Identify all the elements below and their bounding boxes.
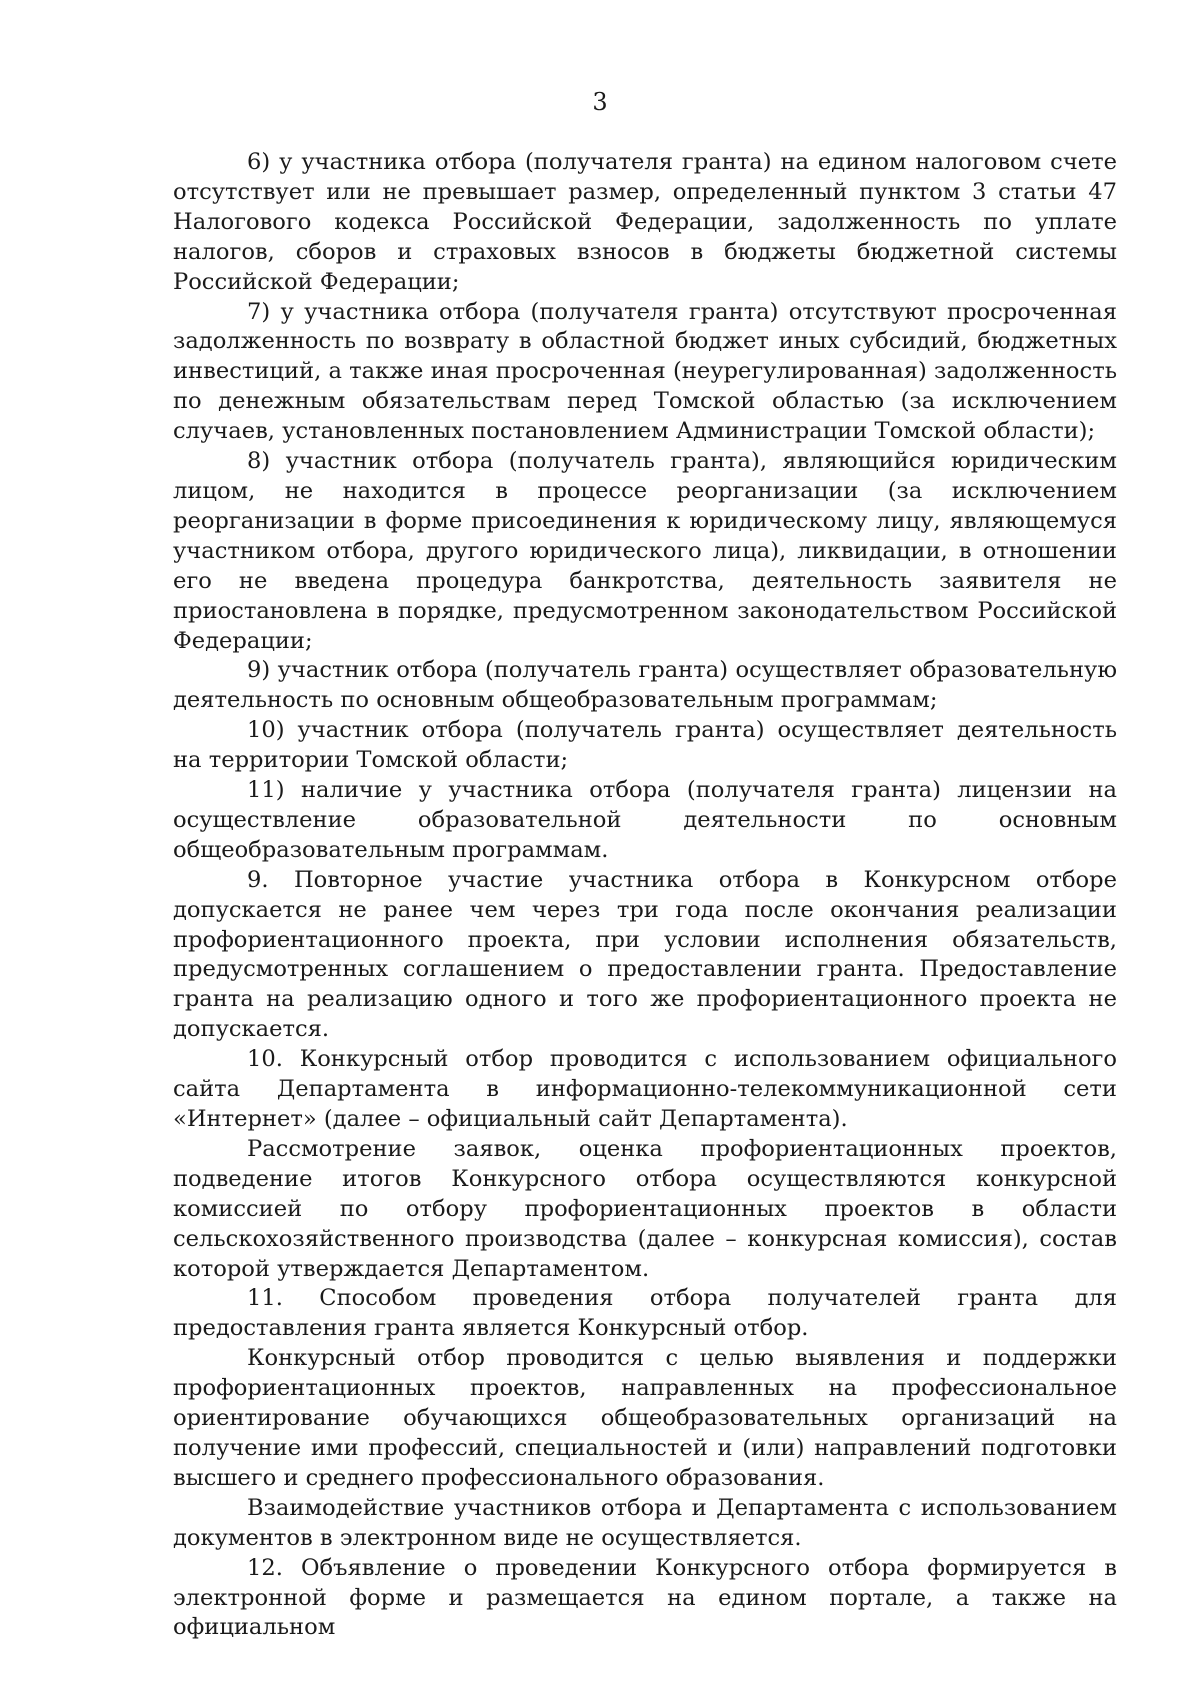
page-number: 3 (592, 88, 608, 116)
paragraph-selection-purpose: Конкурсный отбор проводится с целью выявления и поддержки профориентационных проектов, направленных на профессиональное ориентирование обучающихся общеобразовательных организаций на получение ими профессий, специальностей и (или) направлений подготовки высшего и среднего профессионального образования. (173, 1345, 1117, 1491)
document-body (173, 148, 1117, 1643)
paragraph-item-11: 11) наличие у участника отбора (получателя гранта) лицензии на осуществление образовательной деятельности по основным общеобразовательным программам. (173, 777, 1117, 863)
paragraph-electronic-interaction: Взаимодействие участников отбора и Департамента с использованием документов в электронном виде не осуществляется. (173, 1494, 1117, 1551)
paragraph-clause-11: 11. Способом проведения отбора получателей гранта для предоставления гранта является Конкурсный отбор. (173, 1285, 1117, 1342)
paragraph-clause-12: 12. Объявление о проведении Конкурсного отбора формируется в электронной форме и размещается на едином портале, а также на официальном (173, 1554, 1117, 1641)
paragraph-item-6: 6) у участника отбора (получателя гранта) на едином налоговом счете отсутствует или не превышает размер, определенный пунктом 3 статьи 47 Налогового кодекса Российской Федерации, задолженность по уплате налогов, сборов и страховых взносов в бюджеты бюджетной системы Российской Федерации; (173, 149, 1117, 295)
paragraph-item-9: 9) участник отбора (получатель гранта) осуществляет образовательную деятельность по основным общеобразовательным программам; (173, 657, 1117, 714)
paragraph-commission: Рассмотрение заявок, оценка профориентационных проектов, подведение итогов Конкурсного отбора осуществляются конкурсной комиссией по отбору профориентационных проектов в области сельскохозяйственного производства (далее – конкурсная комиссия), состав которой утверждается Департаментом. (173, 1135, 1117, 1282)
paragraph-item-7: 7) у участника отбора (получателя гранта) отсутствуют просроченная задолженность по возврату в областной бюджет иных субсидий, бюджетных инвестиций, а также иная просроченная (неурегулированная) задолженность по денежным обязательствам перед Томской областью (за исключением случаев, установленных постановлением Администрации Томской области); (173, 298, 1117, 445)
paragraph-item-10: 10) участник отбора (получатель гранта) осуществляет деятельность на территории Томской области; (173, 717, 1117, 774)
paragraph-clause-9: 9. Повторное участие участника отбора в Конкурсном отборе допускается не ранее чем через три года после окончания реализации профориентационного проекта, при условии исполнения обязательств, предусмотренных соглашением о предоставлении гранта. Предоставление гранта на реализацию одного и того же профориентационного проекта не допускается. (173, 866, 1117, 1043)
paragraph-clause-10: 10. Конкурсный отбор проводится с использованием официального сайта Департамента в информационно-телекоммуникационной сети «Интернет» (далее – официальный сайт Департамента). (173, 1046, 1117, 1132)
paragraph-item-8: 8) участник отбора (получатель гранта), являющийся юридическим лицом, не находится в процессе реорганизации (за исключением реорганизации в форме присоединения к юридическому лицу, являющемуся участником отбора, другого юридического лица), ликвидации, в отношении его не введена процедура банкротства, деятельность заявителя не приостановлена в порядке, предусмотренном законодательством Российской Федерации; (173, 448, 1117, 654)
